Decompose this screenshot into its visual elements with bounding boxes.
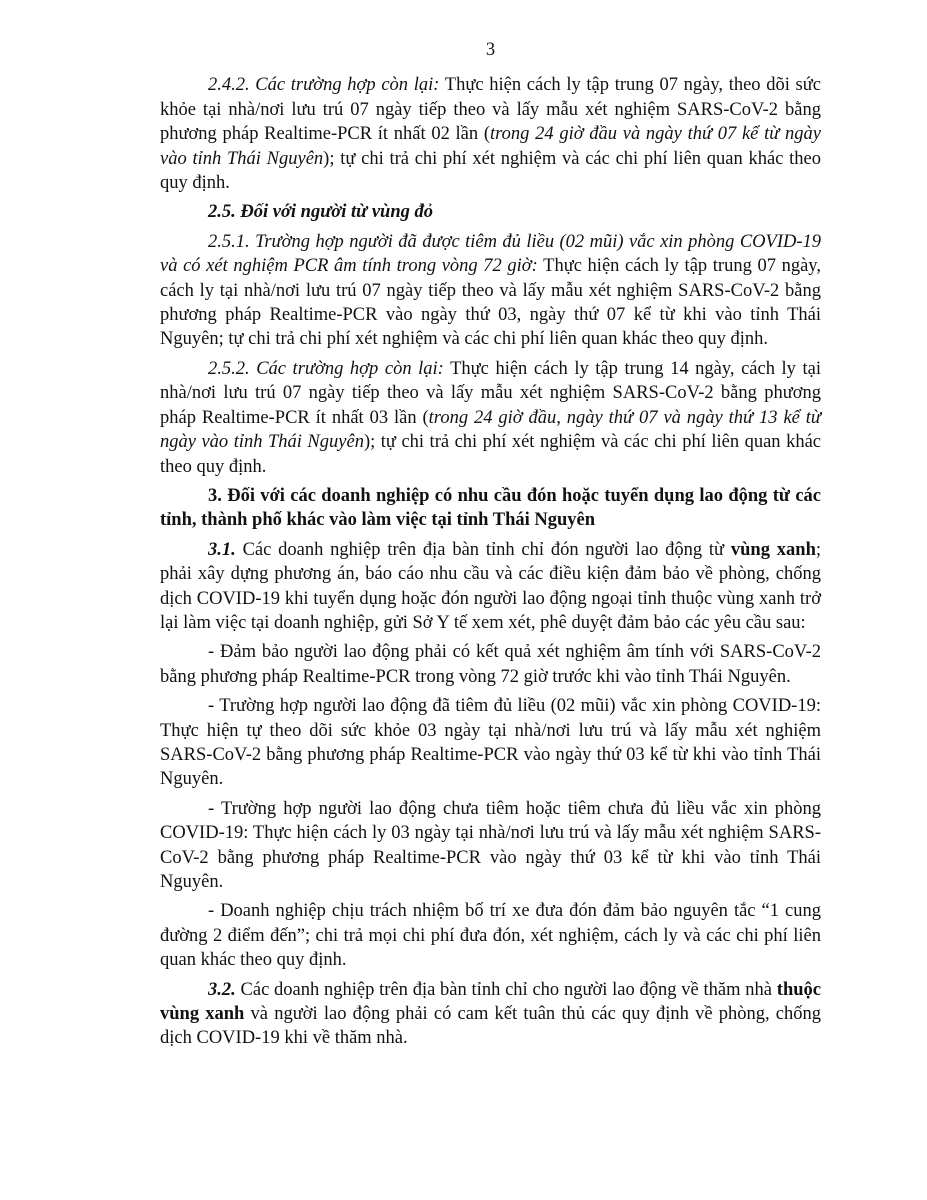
paragraph-italic-text: trong 24 giờ đầu và ngày thứ 07 kể từ ngày vào tỉnh Thái Nguyên: [160, 124, 821, 169]
paragraph-text: ; phải xây dựng phương án, báo cáo nhu cầu và các điều kiện đảm bảo về phòng, chống dịch COVID-19 khi tuyển dụng hoặc đón người lao động ngoại tỉnh thuộc vùng xanh trở lại làm việc tại doanh nghiệp, gửi Sở Y tế xem xét, phê duyệt đảm bảo các yêu cầu sau:: [160, 539, 822, 633]
section-label-3-2: 3.2.: [208, 979, 236, 1000]
paragraph-italic-text: trong 24 giờ đầu, ngày thứ 07 và ngày thứ 13 kể từ ngày vào tỉnh Thái Nguyên: [160, 407, 822, 453]
paragraph-3-1: [160, 538, 821, 636]
bullet-item: - Đảm bảo người lao động phải có kết quả xét nghiệm âm tính với SARS-CoV-2 bằng phương pháp Realtime-PCR trong vòng 72 giờ trước khi vào tỉnh Thái Nguyên.: [160, 642, 821, 687]
paragraph-text: ); tự chi trả chi phí xét nghiệm và các chi phí liên quan khác theo quy định.: [160, 432, 821, 477]
heading-2-5: 2.5. Đối với người từ vùng đỏ: [208, 202, 433, 223]
heading-3: 3. Đối với các doanh nghiệp có nhu cầu đón hoặc tuyển dụng lao động từ các tỉnh, thành phố khác vào làm việc tại tỉnh Thái Nguyên: [160, 485, 821, 531]
paragraph-text: Thực hiện cách ly tập trung 07 ngày, theo dõi sức khỏe tại nhà/nơi lưu trú 07 ngày tiếp theo và lấy mẫu xét nghiệm SARS-CoV-2 bằng phương pháp Realtime-PCR ít nhất 02 lần (: [160, 75, 821, 145]
paragraph-2-5-1: [160, 230, 821, 352]
bullet-item: - Trường hợp người lao động đã tiêm đủ liều (02 mũi) vắc xin phòng COVID-19: Thực hiện tự theo dõi sức khỏe 03 ngày tại nhà/nơi lưu trú và lấy mẫu xét nghiệm SARS-CoV-2 bằng phương pháp Realtime-PCR vào ngày thứ 03 kể từ khi vào tỉnh Thái Nguyên.: [160, 696, 821, 790]
bullet-item: - Trường hợp người lao động chưa tiêm hoặc tiêm chưa đủ liều vắc xin phòng COVID-19: Thực hiện cách ly 03 ngày tại nhà/nơi lưu trú và lấy mẫu xét nghiệm SARS-CoV-2 bằng phương pháp Realtime-PCR vào ngày thứ 03 kể từ khi vào tỉnh Thái Nguyên.: [160, 798, 821, 892]
paragraph-2-4-2: [160, 73, 821, 195]
section-label-3-1: 3.1.: [208, 539, 236, 560]
page-number: 3: [485, 40, 496, 60]
bullet-item: - Doanh nghiệp chịu trách nhiệm bố trí xe đưa đón đảm bảo nguyên tắc “1 cung đường 2 điểm đến”; chi trả mọi chi phí đưa đón, xét nghiệm, cách ly và các chi phí liên quan khác theo quy định.: [160, 901, 821, 971]
paragraph-2-5-2: [160, 357, 821, 479]
paragraph-text: Thực hiện cách ly tập trung 07 ngày, cách ly tại nhà/nơi lưu trú 07 ngày tiếp theo và lấy mẫu xét nghiệm SARS-CoV-2 bằng phương pháp Realtime-PCR vào ngày thứ 03, ngày thứ 07 kể từ khi vào tỉnh Thái Nguyên; tự chi trả chi phí xét nghiệm và các chi phí liên quan khác theo quy định.: [160, 256, 821, 350]
paragraph-text: ); tự chi trả chi phí xét nghiệm và các chi phí liên quan khác theo quy định.: [160, 148, 821, 194]
paragraph-bold-text: thuộc vùng xanh: [160, 979, 821, 1025]
section-label-2-5-1: 2.5.1. Trường hợp người đã được tiêm đủ liều (02 mũi) vắc xin phòng COVID-19 và có xét nghiệm PCR âm tính trong vòng 72 giờ:: [160, 231, 821, 277]
section-label-2-4-2: 2.4.2. Các trường hợp còn lại:: [208, 75, 440, 96]
paragraph-text: và người lao động phải có cam kết tuân thủ các quy định về phòng, chống dịch COVID-19 khi về thăm nhà.: [160, 1004, 821, 1049]
paragraph-bold-text: vùng xanh: [730, 539, 816, 560]
section-label-2-5-2: 2.5.2. Các trường hợp còn lại:: [208, 358, 444, 379]
paragraph-3-2: [160, 978, 821, 1051]
paragraph-text: Thực hiện cách ly tập trung 14 ngày, cách ly tại nhà/nơi lưu trú 07 ngày tiếp theo và lấy mẫu xét nghiệm SARS-CoV-2 bằng phương pháp Realtime-PCR ít nhất 03 lần (: [160, 358, 821, 428]
paragraph-text: Các doanh nghiệp trên địa bàn tỉnh chỉ cho người lao động về thăm nhà: [235, 979, 777, 1000]
paragraph-text: Các doanh nghiệp trên địa bàn tỉnh chỉ đón người lao động từ: [235, 539, 731, 560]
